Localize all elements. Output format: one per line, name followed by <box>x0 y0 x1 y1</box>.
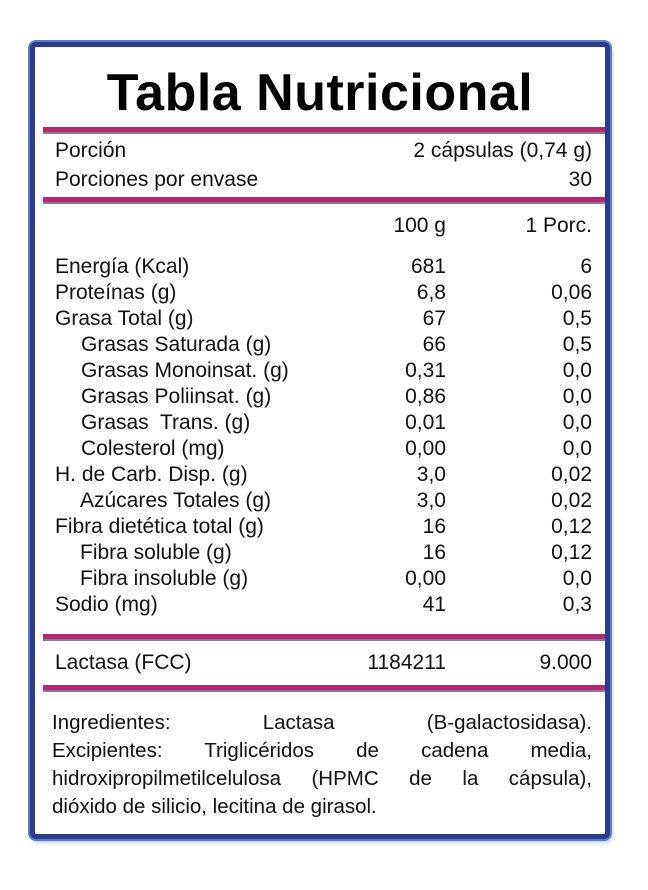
lactase-row <box>55 650 592 676</box>
servings-row <box>55 167 592 193</box>
row-value-100g: 3,0 <box>416 463 446 486</box>
row-value-portion: 0,12 <box>551 515 592 538</box>
table-row <box>55 254 592 280</box>
row-label: Grasas Trans. (g) <box>81 411 251 434</box>
row-label: Sodio (mg) <box>55 593 158 616</box>
table-row <box>55 514 592 540</box>
row-value-portion: 0,0 <box>562 385 592 408</box>
column-header-portion: 1 Porc. <box>525 214 592 237</box>
row-label: Azúcares Totales (g) <box>80 489 272 512</box>
row-value-portion: 0,0 <box>562 411 592 434</box>
row-label: Grasas Saturada (g) <box>81 333 272 356</box>
row-value-portion: 0,02 <box>551 489 592 512</box>
table-row <box>55 462 592 488</box>
ingredients-line: Ingredientes: Lactasa (B-galactosidasa). <box>52 711 592 734</box>
row-value-portion: 0,3 <box>562 593 592 616</box>
row-label: Fibra insoluble (g) <box>80 567 249 590</box>
servings-value: 30 <box>568 168 592 191</box>
table-row <box>55 436 592 462</box>
divider-nutrients <box>43 634 605 639</box>
ingredients-text <box>52 709 592 821</box>
row-value-portion: 0,0 <box>562 359 592 382</box>
table-row <box>55 410 592 436</box>
lactase-value-portion: 9.000 <box>539 651 592 674</box>
row-value-portion: 6 <box>580 255 592 278</box>
row-label: Grasas Monoinsat. (g) <box>81 359 289 382</box>
divider-serving <box>43 197 605 202</box>
row-value-100g: 0,00 <box>405 567 446 590</box>
divider-top <box>43 127 605 132</box>
row-value-100g: 0,00 <box>405 437 446 460</box>
table-row <box>55 306 592 332</box>
row-value-100g: 0,01 <box>405 411 446 434</box>
nutrition-table-frame <box>30 42 610 839</box>
table-row <box>55 384 592 410</box>
row-value-portion: 0,12 <box>551 541 592 564</box>
row-value-100g: 16 <box>422 541 446 564</box>
table-title: Tabla Nutricional <box>106 64 534 122</box>
table-row <box>55 566 592 592</box>
row-value-portion: 0,02 <box>551 463 592 486</box>
row-label: Energía (Kcal) <box>55 255 190 278</box>
table-row <box>55 592 592 618</box>
row-value-100g: 16 <box>422 515 446 538</box>
row-label: Fibra soluble (g) <box>80 541 232 564</box>
row-value-portion: 0,5 <box>562 307 592 330</box>
table-row <box>55 488 592 514</box>
portion-value: 2 cápsulas (0,74 g) <box>413 139 592 162</box>
lactase-label: Lactasa (FCC) <box>55 651 192 674</box>
row-value-100g: 0,86 <box>405 385 446 408</box>
row-label: Fibra dietética total (g) <box>55 515 264 538</box>
row-label: H. de Carb. Disp. (g) <box>55 463 248 486</box>
table-row <box>55 332 592 358</box>
row-value-portion: 0,0 <box>562 567 592 590</box>
row-label: Grasas Poliinsat. (g) <box>81 385 272 408</box>
lactase-value-100g: 1184211 <box>367 651 446 674</box>
row-value-100g: 41 <box>422 593 446 616</box>
row-value-portion: 0,06 <box>551 281 592 304</box>
row-value-portion: 0,5 <box>562 333 592 356</box>
servings-label: Porciones por envase <box>55 168 259 191</box>
row-label: Proteínas (g) <box>55 281 177 304</box>
excipients-line: dióxido de silicio, lecitina de girasol. <box>52 795 377 818</box>
column-header-100g: 100 g <box>393 214 446 237</box>
column-header-row <box>55 213 592 239</box>
divider-lactase <box>43 685 605 690</box>
row-value-100g: 66 <box>422 333 446 356</box>
table-row <box>55 280 592 306</box>
row-value-100g: 0,31 <box>405 359 446 382</box>
row-value-100g: 67 <box>422 307 446 330</box>
row-label: Grasa Total (g) <box>55 307 194 330</box>
row-label: Colesterol (mg) <box>81 437 225 460</box>
portion-row <box>55 138 592 164</box>
table-row <box>55 540 592 566</box>
row-value-100g: 681 <box>410 255 446 278</box>
excipients-line: Excipientes: Triglicéridos de cadena media, <box>52 739 592 762</box>
portion-label: Porción <box>55 139 127 162</box>
excipients-line: hidroxipropilmetilcelulosa (HPMC de la cápsula), <box>52 767 592 790</box>
row-value-100g: 6,8 <box>416 281 446 304</box>
row-value-portion: 0,0 <box>562 437 592 460</box>
row-value-100g: 3,0 <box>416 489 446 512</box>
table-row <box>55 358 592 384</box>
